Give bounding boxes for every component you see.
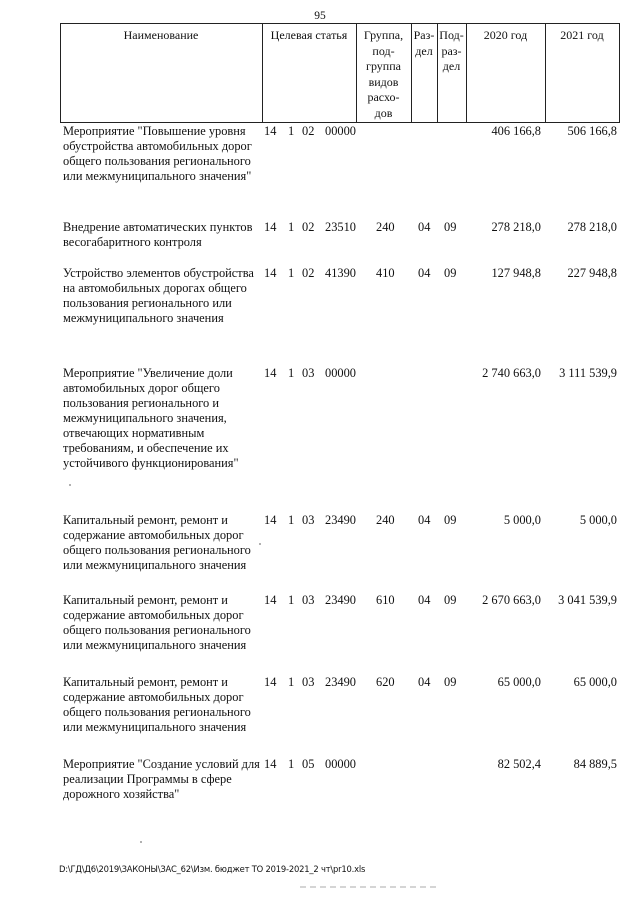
row-code-4: 41390 (325, 266, 356, 280)
row-code-1: 14 (264, 124, 277, 138)
row-code-3: 03 (302, 513, 315, 527)
page-number: 95 (314, 10, 326, 22)
row-group: 410 (376, 266, 395, 280)
row-code-3: 03 (302, 675, 315, 689)
row-code-2: 1 (288, 366, 295, 380)
row-code-4: 23490 (325, 593, 356, 607)
header-2021: 2021 год (560, 28, 604, 42)
row-group: 240 (376, 220, 395, 234)
row-code-4: 23490 (325, 675, 356, 689)
row-code-2: 1 (288, 220, 295, 234)
row-code-4: 23510 (325, 220, 356, 234)
row-code-1: 14 (264, 757, 277, 771)
row-2021: 3 041 539,9 (558, 593, 617, 607)
row-section: 04 (418, 675, 431, 689)
row-2021: 5 000,0 (579, 513, 617, 527)
row-2020: 2 670 663,0 (482, 593, 541, 607)
row-code-2: 1 (288, 593, 295, 607)
row-group: 610 (376, 593, 395, 607)
row-code-2: 1 (288, 513, 295, 527)
row-code-3: 05 (302, 757, 315, 771)
row-code-2: 1 (288, 266, 295, 280)
row-code-1: 14 (264, 513, 277, 527)
row-code-3: 02 (302, 220, 315, 234)
row-name: Устройство элементов обустройства на автомобильных дорогах общего пользования регионального или межмуниципального значения (63, 266, 254, 325)
header-subsection: Под- раз- дел (439, 28, 464, 73)
row-code-2: 1 (288, 757, 295, 771)
row-2021: 227 948,8 (567, 266, 617, 280)
row-subsection: 09 (444, 593, 457, 607)
row-2020: 278 218,0 (491, 220, 541, 234)
row-section: 04 (418, 266, 431, 280)
row-2021: 3 111 539,9 (559, 366, 617, 380)
row-section: 04 (418, 513, 431, 527)
row-code-3: 02 (302, 124, 315, 138)
scan-speck (140, 841, 142, 843)
row-2020: 65 000,0 (497, 675, 541, 689)
scan-speck (259, 543, 261, 545)
row-subsection: 09 (444, 513, 457, 527)
row-code-1: 14 (264, 266, 277, 280)
row-code-4: 23490 (325, 513, 356, 527)
row-code-2: 1 (288, 124, 295, 138)
row-code-2: 1 (288, 675, 295, 689)
row-2020: 82 502,4 (497, 757, 541, 771)
row-group: 620 (376, 675, 395, 689)
row-name: Капитальный ремонт, ремонт и содержание автомобильных дорог общего пользования регионального или межмуниципального значения (63, 675, 251, 734)
row-2020: 406 166,8 (491, 124, 541, 138)
row-name: Мероприятие "Увеличение доли автомобильных дорог общего пользования регионального и межмуниципального значения, отвечающих нормативным требованиям, и обеспечение их устойчивого функционирования" (63, 366, 239, 470)
row-name: Капитальный ремонт, ремонт и содержание автомобильных дорог общего пользования регионального или межмуниципального значения (63, 513, 251, 572)
row-code-1: 14 (264, 675, 277, 689)
row-name: Мероприятие "Повышение уровня обустройства автомобильных дорог общего пользования регионального или межмуниципального значения" (63, 124, 252, 183)
row-code-1: 14 (264, 220, 277, 234)
row-2020: 5 000,0 (503, 513, 541, 527)
bleed-through-mark (300, 886, 440, 888)
file-path-footer: D:\ГД\Д6\2019\ЗАКОНЫ\ЗАС_62\Изм. бюджет ТО 2019-2021_2 чт\pr10.xls (59, 864, 366, 874)
row-2021: 84 889,5 (573, 757, 617, 771)
row-name: Мероприятие "Создание условий для реализации Программы в сфере дорожного хозяйства" (63, 757, 260, 801)
row-2021: 506 166,8 (567, 124, 617, 138)
row-code-3: 03 (302, 366, 315, 380)
row-2020: 127 948,8 (491, 266, 541, 280)
row-subsection: 09 (444, 220, 457, 234)
header-section: Раз- дел (413, 28, 435, 58)
row-subsection: 09 (444, 266, 457, 280)
row-name: Капитальный ремонт, ремонт и содержание автомобильных дорог общего пользования регионального или межмуниципального значения (63, 593, 251, 652)
scan-speck (69, 484, 71, 486)
row-code-4: 00000 (325, 366, 356, 380)
header-name: Наименование (123, 28, 199, 42)
header-2020: 2020 год (483, 28, 528, 42)
row-code-4: 00000 (325, 757, 356, 771)
row-code-1: 14 (264, 366, 277, 380)
row-2021: 65 000,0 (573, 675, 617, 689)
row-code-1: 14 (264, 593, 277, 607)
row-2021: 278 218,0 (567, 220, 617, 234)
header-target: Целевая статья (270, 28, 348, 42)
row-group: 240 (376, 513, 395, 527)
row-code-3: 02 (302, 266, 315, 280)
row-code-3: 03 (302, 593, 315, 607)
row-name: Внедрение автоматических пунктов весогабаритного контроля (63, 220, 253, 249)
row-section: 04 (418, 220, 431, 234)
header-group: Группа, под- группа видов расхо- дов (363, 28, 404, 120)
row-2020: 2 740 663,0 (482, 366, 541, 380)
row-section: 04 (418, 593, 431, 607)
row-subsection: 09 (444, 675, 457, 689)
row-code-4: 00000 (325, 124, 356, 138)
